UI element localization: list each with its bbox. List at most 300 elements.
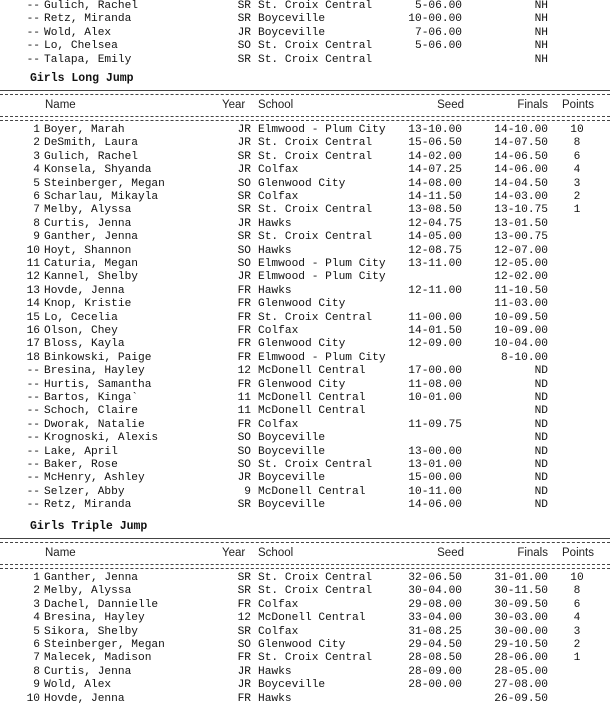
year-cell: SR bbox=[237, 499, 251, 512]
finals-mark: ND bbox=[534, 392, 548, 404]
seed-mark: 29-08.00 bbox=[408, 598, 462, 611]
place-cell: 2 bbox=[33, 137, 40, 150]
points-cell: 2 bbox=[573, 191, 581, 203]
table-row bbox=[0, 137, 615, 150]
athlete-name: Hoyt, Shannon bbox=[44, 244, 132, 257]
place-cell: 3 bbox=[33, 150, 40, 163]
header-seed: Seed bbox=[437, 547, 464, 559]
seed-mark: 14-07.25 bbox=[408, 164, 462, 177]
finals-mark: 31-01.00 bbox=[494, 572, 548, 584]
seed-mark: 7-06.00 bbox=[415, 26, 462, 39]
place-cell: 16 bbox=[26, 325, 40, 337]
year-cell: SO bbox=[237, 177, 251, 190]
year-cell: 11 bbox=[237, 392, 251, 404]
finals-mark: NH bbox=[534, 13, 548, 26]
year-cell: SR bbox=[237, 0, 251, 12]
header-finals: Finals bbox=[517, 99, 548, 111]
year-cell: SO bbox=[237, 258, 251, 270]
table-row bbox=[0, 486, 615, 499]
points-cell: 10 bbox=[570, 572, 584, 584]
year-cell: JR bbox=[237, 665, 251, 678]
athlete-name: Talapa, Emily bbox=[44, 53, 132, 66]
finals-mark: 29-10.50 bbox=[494, 639, 548, 651]
place-cell: -- bbox=[26, 432, 40, 445]
athlete-name: Steinberger, Megan bbox=[44, 177, 165, 190]
athlete-name: Lo, Chelsea bbox=[44, 40, 118, 53]
year-cell: SR bbox=[237, 150, 251, 163]
table-row bbox=[0, 612, 615, 625]
school-cell: Hawks bbox=[258, 665, 292, 678]
school-cell: St. Croix Central bbox=[258, 572, 373, 584]
seed-mark: 14-02.00 bbox=[408, 150, 462, 163]
finals-mark: 28-06.00 bbox=[494, 652, 548, 665]
seed-mark: 15-06.50 bbox=[408, 137, 462, 150]
finals-mark: ND bbox=[534, 445, 548, 458]
seed-mark: 14-06.00 bbox=[408, 499, 462, 512]
section-title-long-jump: Girls Long Jump bbox=[30, 72, 134, 85]
school-cell: Elmwood - Plum City bbox=[258, 124, 386, 136]
year-cell: FR bbox=[237, 298, 251, 311]
header-rule-bottom bbox=[0, 116, 610, 121]
school-cell: Boyceville bbox=[258, 26, 326, 39]
school-cell: Colfax bbox=[258, 191, 299, 203]
athlete-name: Hovde, Jenna bbox=[44, 692, 125, 705]
points-cell: 8 bbox=[573, 137, 581, 150]
athlete-name: Caturia, Megan bbox=[44, 258, 138, 270]
place-cell: 18 bbox=[26, 351, 40, 364]
school-cell: McDonell Central bbox=[258, 365, 366, 378]
table-row bbox=[0, 13, 615, 26]
header-rule-top bbox=[0, 538, 610, 543]
seed-mark: 11-00.00 bbox=[408, 311, 462, 324]
seed-mark: 32-06.50 bbox=[408, 572, 462, 584]
seed-mark: 30-04.00 bbox=[408, 585, 462, 598]
place-cell: 6 bbox=[33, 191, 40, 203]
school-cell: St. Croix Central bbox=[258, 459, 373, 471]
athlete-name: Konsela, Shyanda bbox=[44, 164, 152, 177]
athlete-name: Ganther, Jenna bbox=[44, 231, 138, 244]
place-cell: 6 bbox=[33, 639, 40, 651]
seed-mark: 17-00.00 bbox=[408, 365, 462, 378]
finals-mark: 26-09.50 bbox=[494, 692, 548, 705]
school-cell: St. Croix Central bbox=[258, 204, 373, 217]
points-cell: 1 bbox=[573, 652, 581, 665]
year-cell: SR bbox=[237, 585, 251, 598]
year-cell: JR bbox=[237, 164, 251, 177]
athlete-name: Malecek, Madison bbox=[44, 652, 152, 665]
table-row bbox=[0, 178, 615, 191]
finals-mark: 28-05.00 bbox=[494, 665, 548, 678]
school-cell: Colfax bbox=[258, 625, 299, 638]
athlete-name: Scharlau, Mikayla bbox=[44, 191, 159, 203]
athlete-name: Steinberger, Megan bbox=[44, 639, 165, 651]
table-row bbox=[0, 164, 615, 177]
year-cell: FR bbox=[237, 418, 251, 431]
finals-mark: ND bbox=[534, 459, 548, 471]
place-cell: 14 bbox=[26, 298, 40, 311]
points-cell: 8 bbox=[573, 585, 581, 598]
athlete-name: Gulich, Rachel bbox=[44, 0, 138, 12]
points-cell: 10 bbox=[570, 124, 584, 136]
points-cell: 4 bbox=[573, 164, 581, 177]
finals-mark: 30-03.00 bbox=[494, 612, 548, 625]
place-cell: 4 bbox=[33, 612, 40, 625]
year-cell: SO bbox=[237, 639, 251, 651]
athlete-name: Bresina, Hayley bbox=[44, 365, 145, 378]
seed-mark: 12-09.00 bbox=[408, 338, 462, 351]
school-cell: Boyceville bbox=[258, 499, 326, 512]
place-cell: 17 bbox=[26, 338, 40, 351]
year-cell: FR bbox=[237, 598, 251, 611]
athlete-name: Retz, Miranda bbox=[44, 499, 132, 512]
table-row bbox=[0, 679, 615, 692]
place-cell: 4 bbox=[33, 164, 40, 177]
athlete-name: Bartos, Kinga` bbox=[44, 392, 138, 404]
athlete-name: DeSmith, Laura bbox=[44, 137, 138, 150]
table-row bbox=[0, 599, 615, 612]
place-cell: 15 bbox=[26, 311, 40, 324]
seed-mark: 13-10.00 bbox=[408, 124, 462, 136]
table-row bbox=[0, 639, 615, 652]
athlete-name: Melby, Alyssa bbox=[44, 585, 132, 598]
year-cell: 12 bbox=[237, 365, 251, 378]
place-cell: -- bbox=[26, 365, 40, 378]
table-row bbox=[0, 693, 615, 706]
table-row bbox=[0, 218, 615, 231]
year-cell: SO bbox=[237, 40, 251, 53]
seed-mark: 13-00.00 bbox=[408, 445, 462, 458]
seed-mark: 28-08.50 bbox=[408, 652, 462, 665]
seed-mark: 10-01.00 bbox=[408, 392, 462, 404]
year-cell: JR bbox=[237, 271, 251, 284]
finals-mark: NH bbox=[534, 53, 548, 66]
seed-mark: 28-09.00 bbox=[408, 665, 462, 678]
table-row bbox=[0, 585, 615, 598]
table-row bbox=[0, 459, 615, 472]
finals-mark: NH bbox=[534, 40, 548, 53]
athlete-name: Selzer, Abby bbox=[44, 485, 125, 498]
seed-mark: 12-04.75 bbox=[408, 217, 462, 230]
seed-mark: 13-08.50 bbox=[408, 204, 462, 217]
seed-mark: 10-11.00 bbox=[408, 485, 462, 498]
school-cell: Elmwood - Plum City bbox=[258, 351, 386, 364]
place-cell: 10 bbox=[26, 692, 40, 705]
school-cell: Boyceville bbox=[258, 13, 326, 26]
finals-mark: ND bbox=[534, 499, 548, 512]
points-cell: 6 bbox=[573, 150, 581, 163]
year-cell: SR bbox=[237, 572, 251, 584]
long-jump-results bbox=[0, 124, 615, 514]
athlete-name: McHenry, Ashley bbox=[44, 472, 145, 485]
year-cell: FR bbox=[237, 284, 251, 297]
table-row bbox=[0, 191, 615, 204]
athlete-name: Curtis, Jenna bbox=[44, 217, 132, 230]
finals-mark: 8-10.00 bbox=[501, 351, 548, 364]
athlete-name: Wold, Alex bbox=[44, 26, 112, 39]
school-cell: Boyceville bbox=[258, 445, 326, 458]
table-row bbox=[0, 405, 615, 418]
place-cell: 7 bbox=[33, 652, 40, 665]
seed-mark: 14-05.00 bbox=[408, 231, 462, 244]
athlete-name: Dworak, Natalie bbox=[44, 418, 145, 431]
table-row bbox=[0, 432, 615, 445]
athlete-name: Baker, Rose bbox=[44, 459, 118, 471]
school-cell: St. Croix Central bbox=[258, 652, 373, 665]
year-cell: 11 bbox=[237, 405, 251, 418]
finals-mark: 12-05.00 bbox=[494, 258, 548, 270]
finals-mark: 14-04.50 bbox=[494, 177, 548, 190]
school-cell: St. Croix Central bbox=[258, 53, 373, 66]
athlete-name: Ganther, Jenna bbox=[44, 572, 138, 584]
place-cell: -- bbox=[26, 445, 40, 458]
table-row bbox=[0, 392, 615, 405]
school-cell: St. Croix Central bbox=[258, 137, 373, 150]
finals-mark: 30-11.50 bbox=[494, 585, 548, 598]
header-seed: Seed bbox=[437, 99, 464, 111]
finals-mark: 14-06.00 bbox=[494, 164, 548, 177]
finals-mark: 13-01.50 bbox=[494, 217, 548, 230]
table-row bbox=[0, 572, 615, 585]
seed-mark: 12-11.00 bbox=[408, 284, 462, 297]
seed-mark: 11-08.00 bbox=[408, 378, 462, 391]
finals-mark: 10-09.50 bbox=[494, 311, 548, 324]
points-cell: 3 bbox=[573, 625, 581, 638]
header-year: Year bbox=[222, 547, 246, 559]
finals-mark: NH bbox=[534, 26, 548, 39]
table-row bbox=[0, 626, 615, 639]
school-cell: Hawks bbox=[258, 217, 292, 230]
header-name: Name bbox=[45, 547, 76, 559]
year-cell: JR bbox=[237, 679, 251, 692]
seed-mark: 28-00.00 bbox=[408, 679, 462, 692]
athlete-name: Lake, April bbox=[44, 445, 118, 458]
finals-mark: ND bbox=[534, 405, 548, 418]
athlete-name: Bresina, Hayley bbox=[44, 612, 145, 625]
place-cell: -- bbox=[26, 459, 40, 471]
finals-mark: 12-02.00 bbox=[494, 271, 548, 284]
place-cell: 2 bbox=[33, 585, 40, 598]
place-cell: -- bbox=[26, 499, 40, 512]
finals-mark: 14-06.50 bbox=[494, 150, 548, 163]
table-row bbox=[0, 40, 615, 53]
place-cell: 5 bbox=[33, 625, 40, 638]
athlete-name: Schoch, Claire bbox=[44, 405, 138, 418]
table-row bbox=[0, 338, 615, 351]
school-cell: Glenwood City bbox=[258, 639, 346, 651]
header-rule-bottom bbox=[0, 564, 610, 569]
place-cell: -- bbox=[26, 0, 40, 12]
header-rule-top bbox=[0, 90, 610, 95]
points-cell: 1 bbox=[573, 204, 581, 217]
finals-mark: 10-09.00 bbox=[494, 325, 548, 337]
year-cell: SR bbox=[237, 204, 251, 217]
table-row bbox=[0, 258, 615, 271]
table-row bbox=[0, 54, 615, 67]
year-cell: FR bbox=[237, 325, 251, 337]
athlete-name: Hurtis, Samantha bbox=[44, 378, 152, 391]
year-cell: FR bbox=[237, 652, 251, 665]
table-row bbox=[0, 271, 615, 284]
year-cell: SO bbox=[237, 244, 251, 257]
school-cell: St. Croix Central bbox=[258, 150, 373, 163]
place-cell: 8 bbox=[33, 217, 40, 230]
school-cell: McDonell Central bbox=[258, 612, 366, 625]
place-cell: 3 bbox=[33, 598, 40, 611]
school-cell: Colfax bbox=[258, 598, 299, 611]
school-cell: St. Croix Central bbox=[258, 585, 373, 598]
athlete-name: Kannel, Shelby bbox=[44, 271, 138, 284]
table-row bbox=[0, 365, 615, 378]
finals-mark: ND bbox=[534, 472, 548, 485]
column-headers-triple-jump bbox=[0, 545, 615, 561]
table-row bbox=[0, 419, 615, 432]
athlete-name: Curtis, Jenna bbox=[44, 665, 132, 678]
table-row bbox=[0, 352, 615, 365]
athlete-name: Wold, Alex bbox=[44, 679, 112, 692]
seed-mark: 14-01.50 bbox=[408, 325, 462, 337]
year-cell: JR bbox=[237, 137, 251, 150]
athlete-name: Lo, Cecelia bbox=[44, 311, 118, 324]
place-cell: -- bbox=[26, 392, 40, 404]
school-cell: Hawks bbox=[258, 692, 292, 705]
seed-mark: 10-00.00 bbox=[408, 13, 462, 26]
place-cell: 11 bbox=[26, 258, 40, 270]
finals-mark: 13-00.75 bbox=[494, 231, 548, 244]
school-cell: Boyceville bbox=[258, 472, 326, 485]
table-row bbox=[0, 446, 615, 459]
table-row bbox=[0, 151, 615, 164]
place-cell: -- bbox=[26, 26, 40, 39]
place-cell: 13 bbox=[26, 284, 40, 297]
table-row bbox=[0, 204, 615, 217]
school-cell: Glenwood City bbox=[258, 177, 346, 190]
school-cell: Colfax bbox=[258, 164, 299, 177]
school-cell: St. Croix Central bbox=[258, 311, 373, 324]
school-cell: Glenwood City bbox=[258, 338, 346, 351]
place-cell: 10 bbox=[26, 244, 40, 257]
athlete-name: Krognoski, Alexis bbox=[44, 432, 159, 445]
finals-mark: 10-04.00 bbox=[494, 338, 548, 351]
school-cell: St. Croix Central bbox=[258, 40, 373, 53]
triple-jump-results bbox=[0, 572, 615, 707]
place-cell: -- bbox=[26, 485, 40, 498]
school-cell: McDonell Central bbox=[258, 392, 366, 404]
table-row bbox=[0, 245, 615, 258]
year-cell: SR bbox=[237, 625, 251, 638]
year-cell: FR bbox=[237, 311, 251, 324]
finals-mark: 11-03.00 bbox=[494, 298, 548, 311]
year-cell: 9 bbox=[244, 485, 251, 498]
place-cell: 8 bbox=[33, 665, 40, 678]
place-cell: -- bbox=[26, 418, 40, 431]
column-headers-long-jump bbox=[0, 97, 615, 113]
header-points: Points bbox=[562, 547, 594, 559]
table-row bbox=[0, 124, 615, 137]
athlete-name: Olson, Chey bbox=[44, 325, 118, 337]
seed-mark: 31-08.25 bbox=[408, 625, 462, 638]
year-cell: JR bbox=[237, 217, 251, 230]
finals-mark: 14-03.00 bbox=[494, 191, 548, 203]
year-cell: SR bbox=[237, 13, 251, 26]
place-cell: 1 bbox=[33, 572, 40, 584]
points-cell: 6 bbox=[573, 598, 581, 611]
header-school: School bbox=[258, 99, 294, 111]
finals-mark: NH bbox=[534, 0, 548, 12]
table-row bbox=[0, 231, 615, 244]
table-row bbox=[0, 285, 615, 298]
section-title-triple-jump: Girls Triple Jump bbox=[30, 520, 148, 533]
finals-mark: 14-07.50 bbox=[494, 137, 548, 150]
finals-mark: 13-10.75 bbox=[494, 204, 548, 217]
athlete-name: Knop, Kristie bbox=[44, 298, 132, 311]
finals-mark: ND bbox=[534, 432, 548, 445]
school-cell: Colfax bbox=[258, 418, 299, 431]
school-cell: Elmwood - Plum City bbox=[258, 271, 386, 284]
athlete-name: Melby, Alyssa bbox=[44, 204, 132, 217]
seed-mark: 33-04.00 bbox=[408, 612, 462, 625]
year-cell: FR bbox=[237, 338, 251, 351]
seed-mark: 5-06.00 bbox=[415, 0, 462, 12]
finals-mark: ND bbox=[534, 378, 548, 391]
place-cell: 7 bbox=[33, 204, 40, 217]
table-row bbox=[0, 298, 615, 311]
points-cell: 2 bbox=[573, 639, 581, 651]
place-cell: -- bbox=[26, 378, 40, 391]
athlete-name: Sikora, Shelby bbox=[44, 625, 138, 638]
year-cell: SO bbox=[237, 459, 251, 471]
table-row bbox=[0, 499, 615, 512]
place-cell: -- bbox=[26, 13, 40, 26]
finals-mark: 14-10.00 bbox=[494, 124, 548, 136]
athlete-name: Gulich, Rachel bbox=[44, 150, 138, 163]
school-cell: St. Croix Central bbox=[258, 231, 373, 244]
finals-mark: 11-10.50 bbox=[494, 284, 548, 297]
finals-mark: 27-08.00 bbox=[494, 679, 548, 692]
finals-mark: ND bbox=[534, 418, 548, 431]
seed-mark: 14-11.50 bbox=[408, 191, 462, 203]
year-cell: JR bbox=[237, 26, 251, 39]
top-results-block bbox=[0, 0, 615, 70]
seed-mark: 29-04.50 bbox=[408, 639, 462, 651]
school-cell: Glenwood City bbox=[258, 378, 346, 391]
header-name: Name bbox=[45, 99, 76, 111]
place-cell: -- bbox=[26, 53, 40, 66]
year-cell: SO bbox=[237, 432, 251, 445]
table-row bbox=[0, 652, 615, 665]
school-cell: Glenwood City bbox=[258, 298, 346, 311]
year-cell: FR bbox=[237, 351, 251, 364]
athlete-name: Dachel, Dannielle bbox=[44, 598, 159, 611]
table-row bbox=[0, 312, 615, 325]
points-cell: 3 bbox=[573, 177, 581, 190]
table-row bbox=[0, 666, 615, 679]
finals-mark: 30-09.50 bbox=[494, 598, 548, 611]
place-cell: -- bbox=[26, 472, 40, 485]
school-cell: St. Croix Central bbox=[258, 0, 373, 12]
athlete-name: Binkowski, Paige bbox=[44, 351, 152, 364]
seed-mark: 15-00.00 bbox=[408, 472, 462, 485]
table-row bbox=[0, 325, 615, 338]
place-cell: 9 bbox=[33, 679, 40, 692]
year-cell: 12 bbox=[237, 612, 251, 625]
year-cell: FR bbox=[237, 692, 251, 705]
athlete-name: Hovde, Jenna bbox=[44, 284, 125, 297]
year-cell: SO bbox=[237, 445, 251, 458]
school-cell: Boyceville bbox=[258, 679, 326, 692]
table-row bbox=[0, 379, 615, 392]
place-cell: 9 bbox=[33, 231, 40, 244]
header-points: Points bbox=[562, 99, 594, 111]
